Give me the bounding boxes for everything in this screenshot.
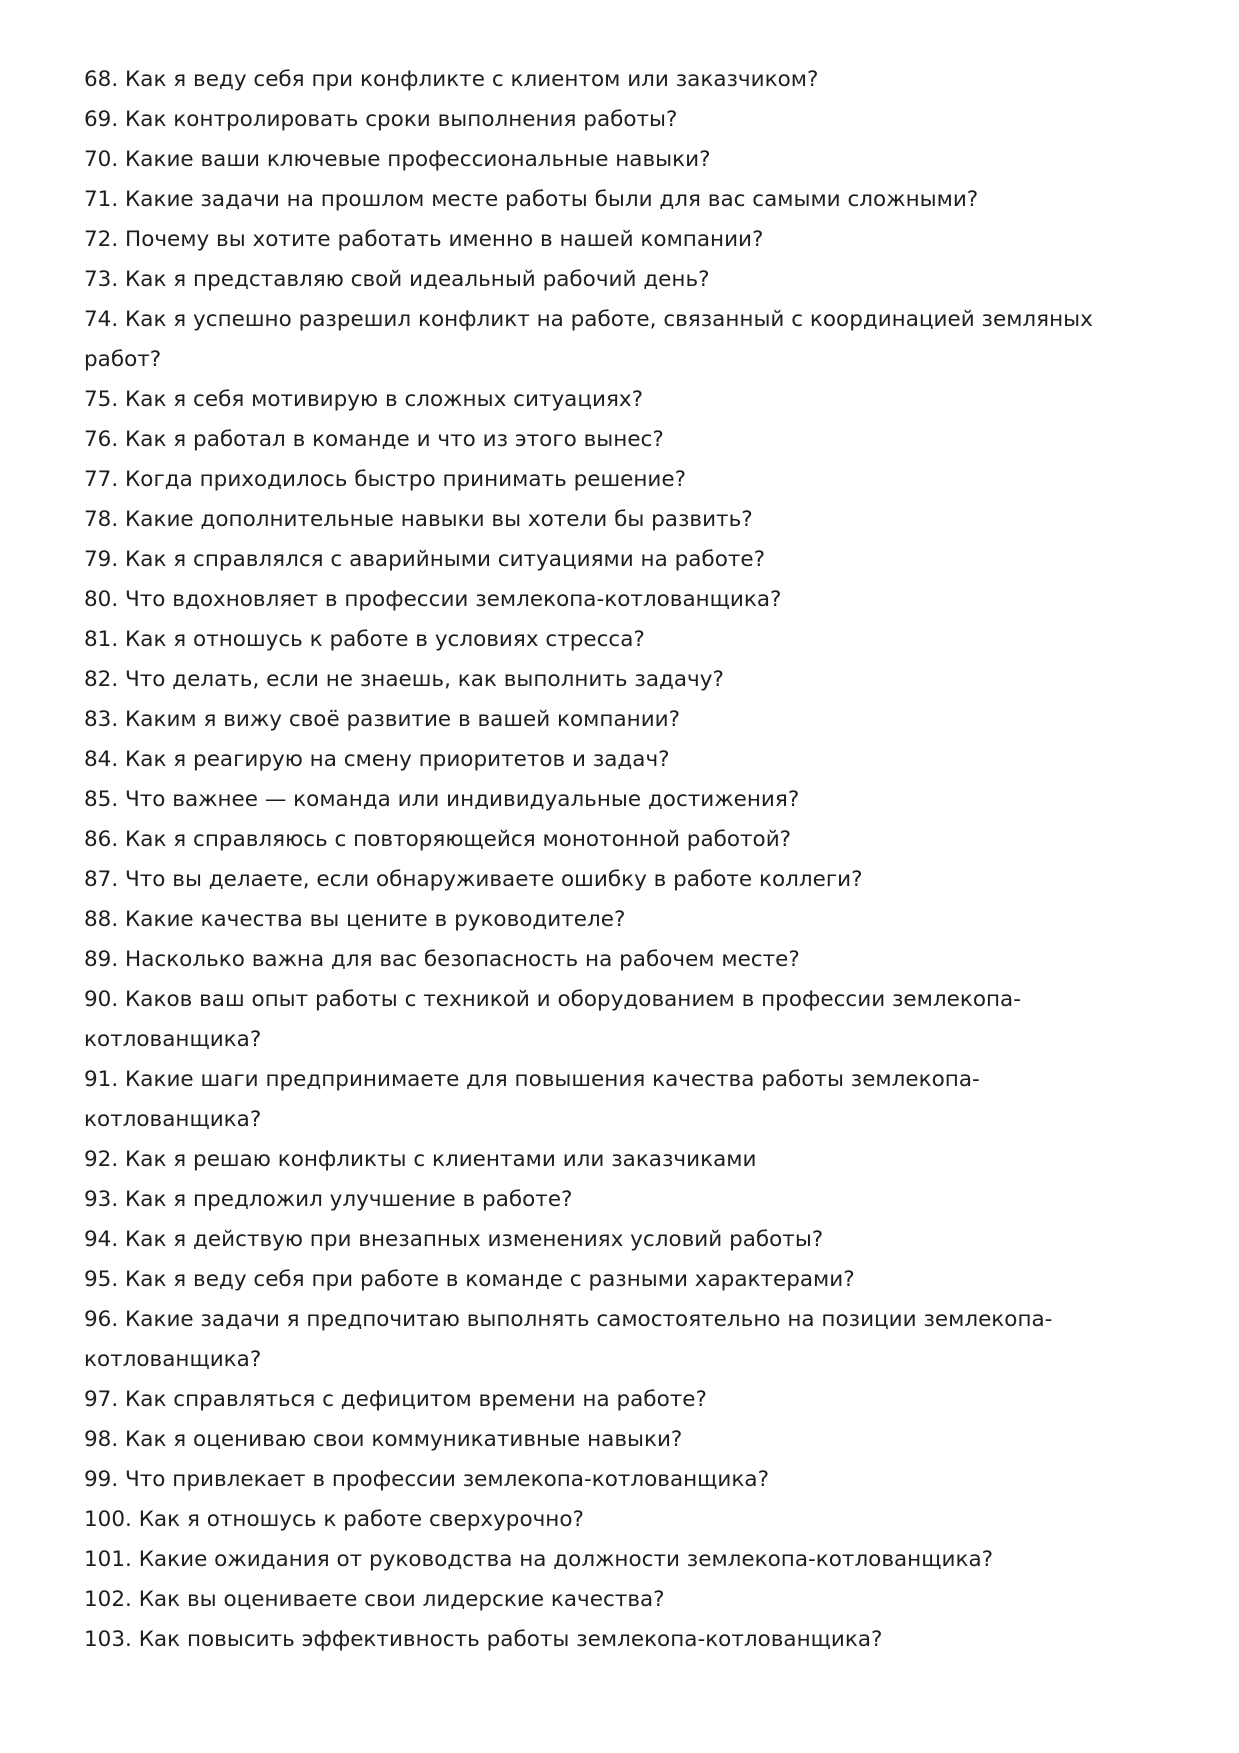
question-list (84, 60, 1164, 1660)
question-item: 79. Как я справлялся с аварийными ситуациями на работе? (84, 547, 766, 572)
question-item: 80. Что вдохновляет в профессии землекопа-котлованщика? (84, 587, 782, 612)
question-item: 100. Как я отношусь к работе сверхурочно? (84, 1507, 584, 1532)
question-item: 70. Какие ваши ключевые профессиональные навыки? (84, 147, 711, 172)
question-item: 97. Как справляться с дефицитом времени на работе? (84, 1387, 707, 1412)
question-item: 88. Какие качества вы цените в руководителе? (84, 907, 626, 932)
question-item: 72. Почему вы хотите работать именно в нашей компании? (84, 227, 764, 252)
question-item: 103. Как повысить эффективность работы землекопа-котлованщика? (84, 1627, 883, 1652)
question-item: 91. Какие шаги предпринимаете для повышения качества работы землекопа- котлованщика? (84, 1067, 980, 1132)
question-item: 75. Как я себя мотивирую в сложных ситуациях? (84, 387, 644, 412)
question-item: 93. Как я предложил улучшение в работе? (84, 1187, 573, 1212)
question-item: 95. Как я веду себя при работе в команде с разными характерами? (84, 1267, 855, 1292)
question-item: 87. Что вы делаете, если обнаруживаете ошибку в работе коллеги? (84, 867, 863, 892)
question-item: 74. Как я успешно разрешил конфликт на работе, связанный с координацией земляных работ? (84, 307, 1093, 372)
question-item: 68. Как я веду себя при конфликте с клиентом или заказчиком? (84, 67, 819, 92)
question-item: 78. Какие дополнительные навыки вы хотели бы развить? (84, 507, 753, 532)
question-item: 81. Как я отношусь к работе в условиях стресса? (84, 627, 645, 652)
question-item: 86. Как я справляюсь с повторяющейся монотонной работой? (84, 827, 792, 852)
document-page (84, 60, 1164, 1660)
question-item: 98. Как я оцениваю свои коммуникативные навыки? (84, 1427, 683, 1452)
question-item: 90. Каков ваш опыт работы с техникой и оборудованием в профессии землекопа- котлованщика? (84, 987, 1021, 1052)
question-item: 77. Когда приходилось быстро принимать решение? (84, 467, 687, 492)
question-item: 96. Какие задачи я предпочитаю выполнять самостоятельно на позиции землекопа- котлованщика? (84, 1307, 1053, 1372)
question-item: 84. Как я реагирую на смену приоритетов и задач? (84, 747, 670, 772)
question-item: 101. Какие ожидания от руководства на должности землекопа-котлованщика? (84, 1547, 994, 1572)
question-item: 73. Как я представляю свой идеальный рабочий день? (84, 267, 710, 292)
question-item: 99. Что привлекает в профессии землекопа-котлованщика? (84, 1467, 769, 1492)
question-item: 82. Что делать, если не знаешь, как выполнить задачу? (84, 667, 724, 692)
question-item: 94. Как я действую при внезапных изменениях условий работы? (84, 1227, 824, 1252)
question-item: 102. Как вы оцениваете свои лидерские качества? (84, 1587, 665, 1612)
question-item: 76. Как я работал в команде и что из этого вынес? (84, 427, 664, 452)
question-item: 83. Каким я вижу своё развитие в вашей компании? (84, 707, 681, 732)
question-item: 89. Насколько важна для вас безопасность на рабочем месте? (84, 947, 800, 972)
question-item: 92. Как я решаю конфликты с клиентами или заказчиками (84, 1147, 757, 1172)
question-item: 71. Какие задачи на прошлом месте работы были для вас самыми сложными? (84, 187, 979, 212)
question-item: 69. Как контролировать сроки выполнения работы? (84, 107, 678, 132)
question-item: 85. Что важнее — команда или индивидуальные достижения? (84, 787, 800, 812)
